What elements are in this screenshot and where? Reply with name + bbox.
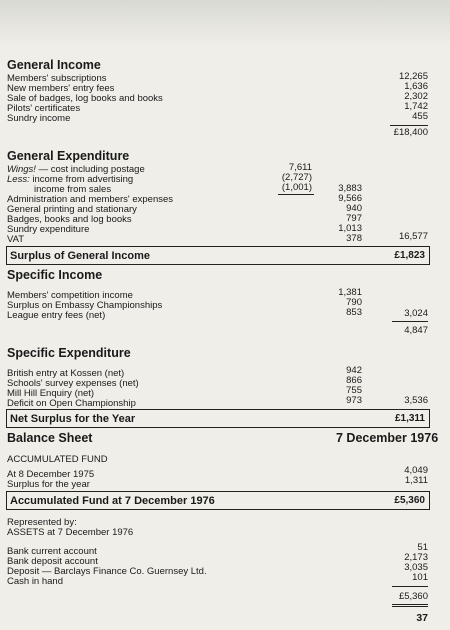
value: 797 xyxy=(346,213,362,224)
list-item: Members' competition income xyxy=(7,290,133,301)
specific-expenditure-heading: Specific Expenditure xyxy=(7,346,131,360)
value: 2,302 xyxy=(404,91,428,102)
surplus-general-box xyxy=(6,246,430,265)
list-item: Surplus on Embassy Championships xyxy=(7,300,163,311)
page-number xyxy=(368,613,428,623)
value: 4,049 xyxy=(404,465,428,476)
value: 1,013 xyxy=(338,223,362,234)
list-item: Members' subscriptions xyxy=(7,73,107,84)
value: 7,611 xyxy=(288,162,312,173)
value: 455 xyxy=(412,111,428,122)
rule xyxy=(392,604,428,605)
list-item: At 8 December 1975 xyxy=(7,469,95,480)
value: 378 xyxy=(346,233,362,244)
general-expenditure-heading: General Expenditure xyxy=(7,149,130,163)
page-number-text: 37 xyxy=(416,612,428,624)
list-item: Deficit on Open Championship xyxy=(7,398,136,409)
general-income-heading: General Income xyxy=(7,58,101,72)
list-item: British entry at Kossen (net) xyxy=(7,368,125,379)
rule xyxy=(392,321,428,322)
surplus-general-label: Surplus of General Income xyxy=(10,250,150,262)
value: 790 xyxy=(346,297,362,308)
wings-label: — cost including postage xyxy=(35,164,145,175)
general-expenditure-total: 16,577 xyxy=(398,231,428,242)
value: 940 xyxy=(346,203,362,214)
list-item: Mill Hill Enquiry (net) xyxy=(7,388,95,399)
surplus-general-value: £1,823 xyxy=(394,250,425,261)
balance-sheet-date: 7 December 1976 xyxy=(336,431,439,445)
specific-income-total: 4,847 xyxy=(404,325,428,336)
accumulated-fund-box xyxy=(6,491,430,510)
represented-line2: ASSETS at 7 December 1976 xyxy=(7,527,134,538)
value: 1,381 xyxy=(338,287,362,298)
list-item: Pilots' certificates xyxy=(7,103,81,114)
list-item: New members' entry fees xyxy=(7,83,115,94)
represented-line1: Represented by: xyxy=(7,517,77,528)
specific-income-subtotal: 3,024 xyxy=(404,308,428,319)
accumulated-fund-label: Accumulated Fund at 7 December 1976 xyxy=(10,495,215,507)
wings-title: Wings! xyxy=(7,164,36,175)
list-item: Bank deposit account xyxy=(7,556,98,567)
value: 2,173 xyxy=(404,552,428,563)
rule xyxy=(392,606,428,607)
value: 853 xyxy=(346,307,362,318)
list-item: General printing and stationary xyxy=(7,204,137,215)
list-item: Deposit — Barclays Finance Co. Guernsey Ltd. xyxy=(7,566,207,577)
accumulated-fund-heading: ACCUMULATED FUND xyxy=(7,454,108,465)
list-item: Sundry income xyxy=(7,113,71,124)
value: 51 xyxy=(417,542,428,553)
value: (1,001) xyxy=(281,182,312,193)
value: 1,636 xyxy=(404,81,428,92)
rule xyxy=(392,586,428,587)
list-item: League entry fees (net) xyxy=(7,310,106,321)
represented-total: £5,360 xyxy=(398,591,428,602)
general-income-total: £18,400 xyxy=(393,127,428,138)
list-item: Badges, books and log books xyxy=(7,214,132,225)
balance-sheet-heading: Balance Sheet xyxy=(7,431,93,445)
specific-income-heading: Specific Income xyxy=(7,268,103,282)
value: 101 xyxy=(412,572,428,583)
value: 755 xyxy=(346,385,362,396)
value: 866 xyxy=(346,375,362,386)
rule xyxy=(390,125,428,126)
value: (2,727) xyxy=(281,172,312,183)
list-item: Cash in hand xyxy=(7,576,63,587)
value: 3,883 xyxy=(338,183,362,194)
list-item: Sundry expenditure xyxy=(7,224,90,235)
list-item: Bank current account xyxy=(7,546,97,557)
value: 3,035 xyxy=(404,562,428,573)
list-item: Sale of badges, log books and books xyxy=(7,93,163,104)
net-surplus-value: £1,311 xyxy=(394,413,425,424)
value: 9,566 xyxy=(338,193,362,204)
advertising-label: income from advertising xyxy=(29,174,134,185)
list-item: VAT xyxy=(7,234,25,245)
value: 12,265 xyxy=(398,71,428,82)
value: 942 xyxy=(346,365,362,376)
less-label: Less: xyxy=(7,174,30,185)
accumulated-fund-value: £5,360 xyxy=(394,495,425,506)
net-surplus-box xyxy=(6,409,430,428)
value: 973 xyxy=(346,395,362,406)
value: 1,742 xyxy=(404,101,428,112)
value: 1,311 xyxy=(404,475,428,486)
specific-expenditure-total: 3,536 xyxy=(404,395,428,406)
list-item: income from sales xyxy=(34,184,112,195)
net-surplus-label: Net Surplus for the Year xyxy=(10,413,136,425)
list-item: Surplus for the year xyxy=(7,479,90,490)
top-shadow xyxy=(0,0,450,46)
list-item: Schools' survey expenses (net) xyxy=(7,378,139,389)
list-item: Administration and members' expenses xyxy=(7,194,174,205)
